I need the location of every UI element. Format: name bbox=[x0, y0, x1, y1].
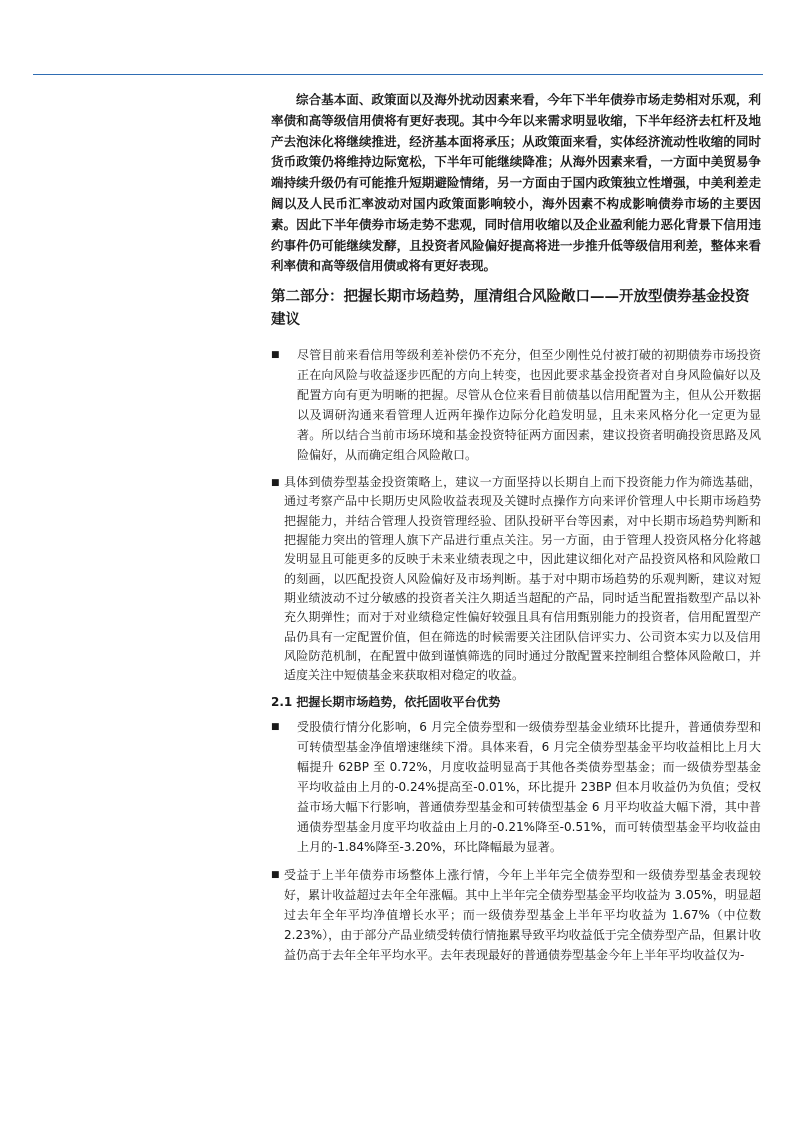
square-bullet-icon: ■ bbox=[271, 722, 280, 733]
list-item-text: 受股债行情分化影响，6 月完全债券型和一级债券型基金业绩环比提升，普通债券型和可转债型基金净值增速继续下滑。具体来看，6 月完全债券型基金平均收益相比上月大幅提升 62BP 至 0.72%，月度收益明显高于其他各类债券型基金；而一级债券型基金平均收益由上月的-0.24%提高至-0.01%，环比提升 23BP 但本月收益仍为负值；受权益市场大幅下行影响，普通债券型基金和可转债型基金 6 月平均收益大幅下滑，其中普通债券型基金月度平均收益由上月的-0.21%降至-0.51%，而可转债型基金平均收益由上月的-1.84%降至-3.20%，环比降幅最为显著。 bbox=[297, 720, 761, 855]
list-item-text: 受益于上半年债券市场整体上涨行情，今年上半年完全债券型和一级债券型基金表现较好，累计收益超过去年全年涨幅。其中上半年完全债券型基金平均收益为 3.05%，明显超过去年全年平均净值增长水平；而一级债券型基金上半年平均收益为 1.67%（中位数 2.23%），由于部分产品业绩受转债行情拖累导致平均收益低于完全债券型产品，但累计收益仍高于去年全年平均水平。去年表现最好的普通债券型基金今年上半年平均收益仅为- bbox=[284, 868, 761, 963]
lead-paragraph: 综合基本面、政策面以及海外扰动因素来看，今年下半年债券市场走势相对乐观，利率债和高等级信用债将有更好表现。其中今年以来需求明显收缩，下半年经济去杠杆及地产去泡沫化将继续推进，经济基本面将承压；从政策面来看，实体经济流动性收缩的同时货币政策仍将维持边际宽松，下半年可能继续降准；从海外因素来看，一方面中美贸易争端持续升级仍有可能推升短期避险情绪，另一方面由于国内政策独立性增强，中美利差走阔以及人民币汇率波动对国内政策面影响较小，海外因素不构成影响债券市场的主要因素。因此下半年债券市场走势不悲观，同时信用收缩以及企业盈利能力恶化背景下信用违约事件仍可能继续发酵，且投资者风险偏好提高将进一步推升低等级信用利差，整体来看利率债和高等级信用债或将有更好表现。 bbox=[271, 92, 761, 274]
list-item bbox=[271, 473, 761, 685]
list-item bbox=[271, 345, 761, 465]
header-rule bbox=[33, 74, 763, 75]
square-bullet-icon: ■ bbox=[271, 870, 280, 881]
list-item bbox=[271, 865, 761, 965]
list-item-text: 具体到债券型基金投资策略上，建议一方面坚持以长期自上而下投资能力作为筛选基础，通过考察产品中长期历史风险收益表现及关键时点操作方向来评价管理人中长期市场趋势把握能力，并结合管理人投资管理经验、团队投研平台等因素，对中长期市场趋势判断和把握能力突出的管理人旗下产品进行重点关注。另一方面，由于管理人投资风格分化将越发明显且可能更多的反映于未来业绩表现之中，因此建议细化对产品投资风格和风险敞口的刻画，以匹配投资人风险偏好及市场判断。基于对中期市场趋势的乐观判断，建议对短期业绩波动不过分敏感的投资者关注久期适当超配的产品，同时适当配置指数型产品以补充久期弹性；而对于对业绩稳定性偏好较强且具有信用甄别能力的投资者，信用配置型产品仍具有一定配置价值，但在筛选的时候需要关注团队信评实力、公司资本实力以及信用风险防范机制，在配置中做到谨慎筛选的同时通过分散配置来控制组合整体风险敞口，并适度关注中短债基金来获取相对稳定的收益。 bbox=[284, 475, 761, 683]
list-item bbox=[271, 717, 761, 857]
list-item-text: 尽管目前来看信用等级利差补偿仍不充分，但至少刚性兑付被打破的初期债券市场投资正在向风险与收益逐步匹配的方向上转变，也因此要求基金投资者对自身风险偏好以及配置方向有更为明晰的把握。尽管从仓位来看目前债基以信用配置为主，但从公开数据以及调研沟通来看管理人近两年操作边际分化趋发明显，且未来风格分化一定更为显著。所以结合当前市场环境和基金投资特征两方面因素，建议投资者明确投资思路及风险偏好，从而确定组合风险敞口。 bbox=[297, 348, 761, 463]
square-bullet-icon: ■ bbox=[271, 478, 280, 489]
section-heading: 第二部分：把握长期市场趋势，厘清组合风险敞口——开放型债券基金投资建议 bbox=[271, 288, 750, 329]
document-body bbox=[271, 90, 761, 973]
square-bullet-icon: ■ bbox=[271, 350, 280, 361]
subsection-heading: 2.1 把握长期市场趋势，依托固收平台优势 bbox=[271, 695, 501, 710]
